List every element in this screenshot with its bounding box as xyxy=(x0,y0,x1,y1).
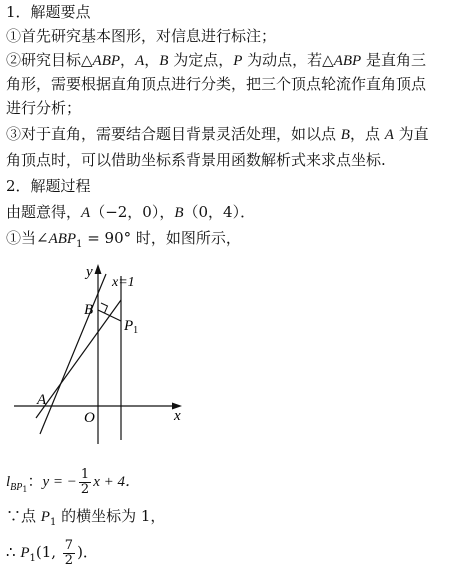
point-b: B xyxy=(340,127,350,143)
case1-heading xyxy=(6,228,241,255)
subscript-1: 1 xyxy=(22,485,28,494)
text-span: ①当∠ xyxy=(6,229,49,247)
text-span: ， xyxy=(120,51,136,69)
line-b-p1 xyxy=(98,310,121,321)
fraction-seven-halves xyxy=(63,539,75,568)
text-span: （0，4）． xyxy=(183,203,256,221)
text-span: = 90° 时，如图所示， xyxy=(82,229,241,247)
line-equation xyxy=(6,466,140,505)
label-b: B xyxy=(84,302,94,318)
text-span: ： xyxy=(27,472,43,490)
line-ab xyxy=(40,274,106,434)
angle-abp: ABP xyxy=(48,231,77,247)
text-span: (1, xyxy=(35,543,61,561)
coordinate-figure xyxy=(0,258,200,458)
text-span: ∵点 xyxy=(6,507,41,525)
equation-lhs: y = − xyxy=(42,474,77,490)
y-axis-arrow xyxy=(95,264,102,274)
fraction-numerator: 1 xyxy=(80,466,90,482)
fraction-denominator: 2 xyxy=(64,552,74,568)
point-a: A xyxy=(81,205,91,221)
label-y: y xyxy=(86,264,93,280)
point-a: A xyxy=(135,53,145,69)
fraction-one-half xyxy=(79,468,91,497)
triangle-abp: ABP xyxy=(92,53,121,69)
symbol-l: l xyxy=(6,474,11,490)
point2-line3: 进行分析； xyxy=(6,99,82,117)
subscript: 1 xyxy=(49,517,57,528)
triangle-abp: ABP xyxy=(333,53,362,69)
text-span: 为直 xyxy=(393,125,429,143)
text-span: （−2，0）， xyxy=(90,203,175,221)
fraction-numerator: 7 xyxy=(64,537,74,553)
point3-line2: 角顶点时，可以借助坐标系背景用函数解析式来求点坐标. xyxy=(6,151,386,169)
text-span: 的横坐标为 1， xyxy=(56,507,166,525)
label-x-equals-1: x=1 xyxy=(112,275,135,290)
text-span: ②研究目标△ xyxy=(6,51,93,69)
point-p: P xyxy=(20,545,30,561)
point2-line1 xyxy=(6,50,426,71)
label-p: P xyxy=(124,318,134,334)
point-p: P xyxy=(40,509,50,525)
text-span: ，点 xyxy=(349,125,385,143)
text-span: 为定点， xyxy=(168,51,234,69)
text-span: ， xyxy=(144,51,160,69)
given-points xyxy=(6,202,255,223)
point-a: A xyxy=(384,127,394,143)
label-o: O xyxy=(84,410,95,426)
point-b: B xyxy=(174,205,184,221)
text-span: 由题意得， xyxy=(6,203,82,221)
text-span: 为动点，若△ xyxy=(242,51,334,69)
point1-text: ①首先研究基本图形，对信息进行标注； xyxy=(6,27,277,45)
equation-rest: x + 4． xyxy=(93,474,140,490)
therefore-line xyxy=(6,536,98,575)
label-p1 xyxy=(123,318,138,336)
text-span: ③对于直角，需要结合题目背景灵活处理，如以点 xyxy=(6,125,341,143)
label-a: A xyxy=(37,392,47,408)
point-b: B xyxy=(159,53,169,69)
section2-heading: 2．解题过程 xyxy=(6,177,91,195)
subscript-bp: BP xyxy=(10,482,23,493)
fraction-denominator: 2 xyxy=(80,481,90,497)
text-span: )． xyxy=(77,543,98,561)
label-x: x xyxy=(174,408,181,424)
text-span: ∴ xyxy=(6,543,21,561)
line-a-p1 xyxy=(36,300,121,418)
section1-heading: 1．解题要点 xyxy=(6,3,91,21)
point3-line1 xyxy=(6,124,429,145)
label-p-sub: 1 xyxy=(133,325,139,336)
point-p: P xyxy=(233,53,243,69)
subscript: 1 xyxy=(29,553,36,564)
subscript: 1 xyxy=(76,239,83,250)
because-line xyxy=(6,506,165,533)
text-span: 是直角三 xyxy=(361,51,426,69)
point2-line2: 角形，需要根据直角顶点进行分类，把三个顶点轮流作直角顶点 xyxy=(6,75,427,93)
